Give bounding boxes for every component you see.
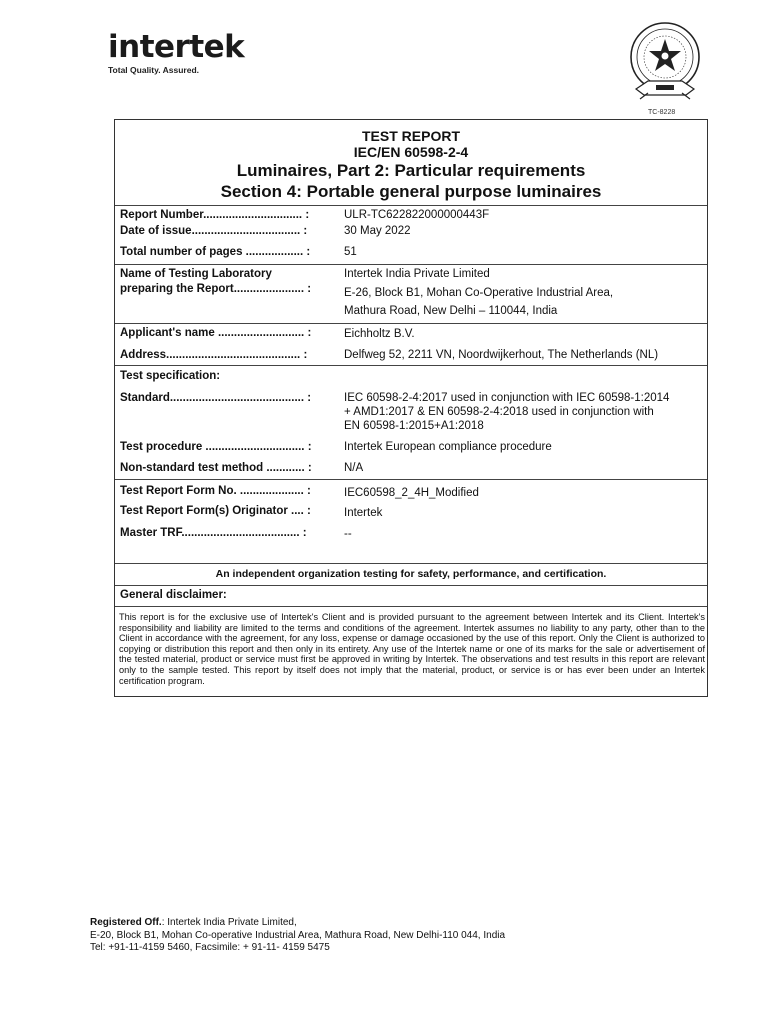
organization-tagline: An independent organization testing for safety, performance, and certification.	[215, 568, 607, 580]
trf-number-label: Test Report Form No. .................... :	[120, 485, 311, 497]
test-procedure-label: Test procedure ............................... :	[120, 441, 312, 453]
total-pages-value: 51	[344, 246, 357, 258]
address-label: Address.......................................... :	[120, 349, 308, 361]
logo-wordmark: intertek	[108, 29, 245, 65]
report-subtitle-part: Luminaires, Part 2: Particular requirements	[236, 161, 586, 180]
applicant-name-label: Applicant's name ........................... :	[120, 327, 312, 339]
accreditation-seal-icon	[626, 19, 704, 111]
master-trf-label: Master TRF..................................... :	[120, 527, 307, 539]
report-number-value: ULR-TC622822000000443F	[344, 209, 490, 221]
intertek-logo	[108, 30, 244, 75]
non-standard-method-label: Non-standard test method ............ :	[120, 462, 312, 474]
lab-address-line2: Mathura Road, New Delhi – 110044, India	[344, 305, 558, 317]
test-procedure-value: Intertek European compliance procedure	[344, 441, 552, 453]
report-subtitle-section: Section 4: Portable general purpose luminaires	[220, 182, 602, 201]
divider	[115, 205, 707, 206]
footer-line2: E-20, Block B1, Mohan Co-operative Industrial Area, Mathura Road, New Delhi-110 044, India	[90, 929, 506, 941]
standard-label: Standard.......................................... :	[120, 392, 312, 404]
divider	[115, 606, 707, 607]
footer-line3: Tel: +91-11-4159 5460, Facsimile: + 91-11- 4159 5475	[90, 942, 330, 953]
registered-office-footer	[90, 917, 505, 955]
lab-name-label-line2: preparing the Report...................... :	[120, 283, 312, 295]
lab-name-value: Intertek India Private Limited	[344, 268, 490, 280]
trf-originator-label: Test Report Form(s) Originator .... :	[120, 505, 311, 517]
divider	[115, 563, 707, 564]
report-standard: IEC/EN 60598-2-4	[353, 144, 469, 160]
total-pages-label: Total number of pages .................. :	[120, 246, 311, 258]
test-report-box	[114, 119, 708, 697]
standard-value-line2: + AMD1:2017 & EN 60598-2-4:2018 used in conjunction with	[344, 406, 654, 418]
divider	[115, 585, 707, 586]
seal-code: TC-8228	[648, 109, 676, 116]
lab-address-line1: E-26, Block B1, Mohan Co-Operative Industrial Area,	[344, 287, 614, 299]
report-title: TEST REPORT	[361, 128, 460, 144]
report-number-label: Report Number............................... :	[120, 209, 310, 221]
standard-value-line1: IEC 60598-2-4:2017 used in conjunction with IEC 60598-1:2014	[344, 392, 670, 404]
divider	[115, 365, 707, 366]
lab-name-label-line1: Name of Testing Laboratory	[120, 268, 272, 280]
trf-number-value: IEC60598_2_4H_Modified	[344, 487, 479, 499]
non-standard-method-value: N/A	[344, 462, 364, 474]
trf-originator-value: Intertek	[344, 507, 383, 519]
address-value: Delfweg 52, 2211 VN, Noordwijkerhout, The Netherlands (NL)	[344, 349, 659, 361]
logo-tagline: Total Quality. Assured.	[108, 65, 199, 75]
disclaimer-text: This report is for the exclusive use of Intertek's Client and is provided pursuant to the agreement between Intertek and its Client. Intertek's responsibility and liability are limited to the terms and conditions of the agreement. Intertek assumes no liability to any party, other than to the Client in accordance with the agreement, for any loss, expense or damage occasioned by the use of this report. Only the Client is authorized to copying or distribution this report and then only in its entirety. Any use of the Intertek name or one of its marks for the sale or advertisement of the tested material, product or service must first be approved in writing by Intertek. The observations and test results in this report are relevant only to the sample tested. This report by itself does not imply that the material, product, or service is or has ever been under an Intertek certification program.	[119, 612, 705, 686]
master-trf-value: --	[344, 528, 352, 540]
standard-value-line3: EN 60598-1:2015+A1:2018	[344, 420, 484, 432]
disclaimer-heading: General disclaimer:	[120, 589, 227, 601]
footer-line1: Registered Off.: Intertek India Private Limited,	[90, 917, 297, 928]
applicant-name-value: Eichholtz B.V.	[344, 328, 415, 340]
test-specification-heading: Test specification:	[120, 370, 221, 382]
divider	[115, 323, 707, 324]
date-of-issue-label: Date of issue.................................. :	[120, 225, 308, 237]
divider	[115, 264, 707, 265]
date-of-issue-value: 30 May 2022	[344, 225, 411, 237]
divider	[115, 479, 707, 480]
